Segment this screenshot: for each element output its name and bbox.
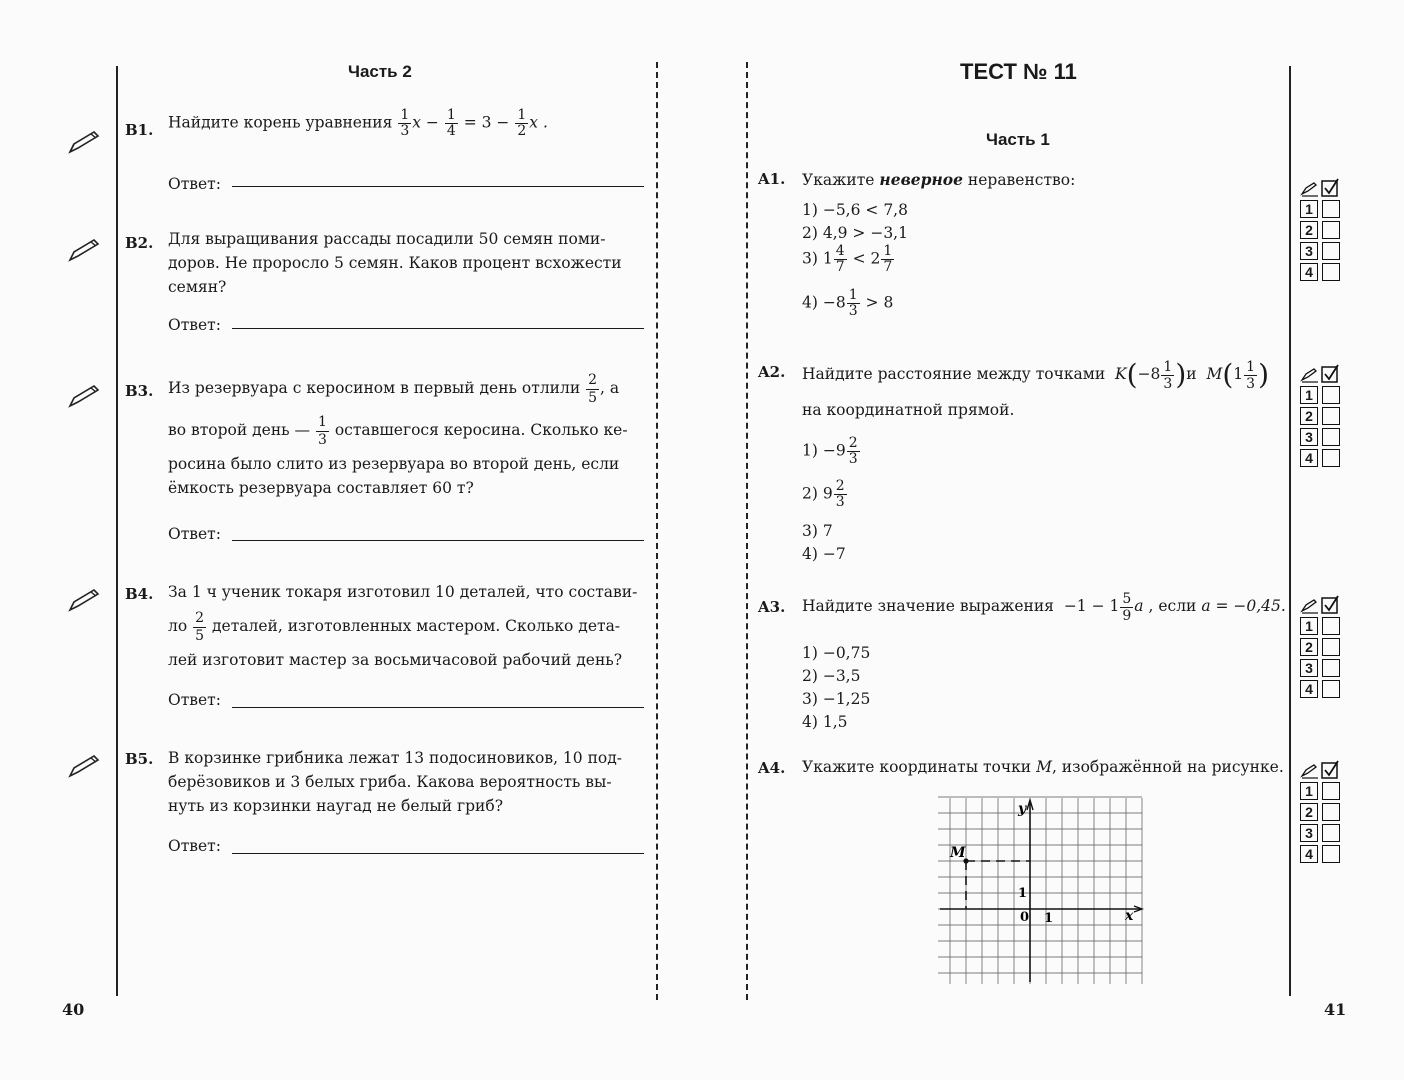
task-label-b2: B2. [125, 234, 154, 252]
answer-boxes-a3 [1300, 595, 1344, 700]
pencil-icon [66, 236, 102, 264]
option-a2-3: 3) 7 [802, 522, 833, 540]
answer-option-2[interactable]: 2 [1300, 220, 1344, 241]
answer-field-b1[interactable] [232, 186, 644, 187]
option-a2-4: 4) −7 [802, 545, 846, 563]
x-axis-label: x [1125, 908, 1134, 924]
left-part-title: Часть 2 [348, 62, 412, 81]
answer-field-b3[interactable] [232, 540, 644, 541]
x-unit-label: 1 [1044, 911, 1054, 926]
pencil-icon [66, 752, 102, 780]
answer-field-b4[interactable] [232, 707, 644, 708]
pen-check-icon [1300, 364, 1344, 384]
answer-label: Ответ: [168, 175, 221, 193]
option-a2-2: 2) 9 $\frac{2}{3}$ [802, 478, 845, 510]
right-part-title: Часть 1 [986, 130, 1050, 149]
option-a3-4: 4) 1,5 [802, 713, 848, 731]
right-cut-line [746, 62, 748, 1000]
answer-label: Ответ: [168, 691, 221, 709]
answer-boxes-a2 [1300, 364, 1344, 469]
task-question-a1: Укажите неверное неравенство: [802, 170, 1076, 189]
task-label-a4: A4. [758, 759, 786, 777]
task-label-a1: A1. [758, 170, 786, 188]
answer-label: Ответ: [168, 525, 221, 543]
task-text-b2: Для выращивания рассады посадили 50 семян поми- доров. Не проросло 5 семян. Каков процент всхожести семян? [168, 230, 622, 296]
test-title: ТЕСТ № 11 [960, 59, 1077, 84]
answer-option-4[interactable]: 4 [1300, 262, 1344, 283]
coordinate-grid-figure [936, 796, 1146, 986]
task-text-b4: За 1 ч ученик токаря изготовил 10 деталей, что состави- ло $\frac{2}{5}$ деталей, изготовленных мастером. Сколько дета- лей изготовит мастер за восьмичасовой рабочий день? [168, 583, 638, 669]
answer-option-4[interactable]: 4 [1300, 448, 1344, 469]
task-label-b5: B5. [125, 750, 154, 768]
origin-label: 0 [1020, 910, 1030, 925]
answer-label: Ответ: [168, 837, 221, 855]
answer-field-b2[interactable] [232, 328, 644, 329]
task-label-b4: B4. [125, 585, 154, 603]
task-label-b1: B1. [125, 121, 154, 139]
answer-option-3[interactable]: 3 [1300, 823, 1344, 844]
task-text-b3: Из резервуара с керосином в первый день отлили $\frac{2}{5}$ , а во второй день — $\frac{1}{3}$ оставшегося керосина. Сколько ке- росина было слито из резервуара во второй день, если ёмкость резервуара составляет 60 т? [168, 371, 628, 497]
answer-option-4[interactable]: 4 [1300, 844, 1344, 865]
answer-option-3[interactable]: 3 [1300, 241, 1344, 262]
task-label-b3: B3. [125, 382, 154, 400]
y-axis-label: y [1018, 801, 1027, 817]
task-question-a3: Найдите значение выражения −1 − 1 $\frac{5}{9}$ a , если a = −0,45. [802, 590, 1286, 624]
answer-field-b5[interactable] [232, 853, 644, 854]
right-margin-line [1289, 66, 1291, 996]
task-text-b5: В корзинке грибника лежат 13 подосиновиков, 10 под- берёзовиков и 3 белых гриба. Какова вероятность вы- нуть из корзинки наугад не белый гриб? [168, 749, 623, 815]
pencil-icon [66, 382, 102, 410]
task-text-b1: Найдите корень уравнения $\frac{1}{3}$ x − $\frac{1}{4}$ = 3 − $\frac{1}{2}$ x . [168, 107, 548, 139]
answer-option-2[interactable]: 2 [1300, 406, 1344, 427]
task-question-a2: Найдите расстояние между точками K(−8 $\frac{1}{3}$ )и M(1 $\frac{1}{3}$ ) [802, 358, 1270, 392]
answer-option-1[interactable]: 1 [1300, 781, 1344, 802]
option-a1-4: 4) −8 $\frac{1}{3}$ > 8 [802, 287, 894, 319]
answer-option-1[interactable]: 1 [1300, 385, 1344, 406]
option-a1-3: 3) 1 $\frac{4}{7}$ < 2 $\frac{1}{7}$ [802, 243, 893, 275]
pencil-icon [66, 586, 102, 614]
option-a2-1: 1) −9 $\frac{2}{3}$ [802, 435, 858, 467]
task-label-a2: A2. [758, 363, 786, 381]
task-question-a4: Укажите координаты точки M, изображённой на рисунке. [802, 758, 1284, 776]
left-cut-line [656, 62, 658, 1000]
answer-option-2[interactable]: 2 [1300, 802, 1344, 823]
answer-boxes-a1 [1300, 178, 1344, 283]
option-a3-2: 2) −3,5 [802, 667, 861, 685]
point-m-label: M [950, 845, 966, 861]
answer-label: Ответ: [168, 316, 221, 334]
answer-option-2[interactable]: 2 [1300, 637, 1344, 658]
pen-check-icon [1300, 760, 1344, 780]
page-number-right: 41 [1324, 1000, 1347, 1019]
option-a1-1: 1) −5,6 < 7,8 [802, 201, 908, 219]
task-question-a2-cont: на координатной прямой. [802, 401, 1015, 419]
option-a3-1: 1) −0,75 [802, 644, 871, 662]
pencil-icon [66, 128, 102, 156]
answer-option-3[interactable]: 3 [1300, 658, 1344, 679]
task-label-a3: A3. [758, 598, 786, 616]
pen-check-icon [1300, 595, 1344, 615]
option-a1-2: 2) 4,9 > −3,1 [802, 224, 908, 242]
pen-check-icon [1300, 178, 1344, 198]
answer-boxes-a4 [1300, 760, 1344, 865]
option-a3-3: 3) −1,25 [802, 690, 871, 708]
answer-option-4[interactable]: 4 [1300, 679, 1344, 700]
answer-option-3[interactable]: 3 [1300, 427, 1344, 448]
left-margin-line [116, 66, 118, 996]
page-number-left: 40 [62, 1000, 85, 1019]
answer-option-1[interactable]: 1 [1300, 616, 1344, 637]
answer-option-1[interactable]: 1 [1300, 199, 1344, 220]
y-unit-label: 1 [1018, 886, 1028, 901]
